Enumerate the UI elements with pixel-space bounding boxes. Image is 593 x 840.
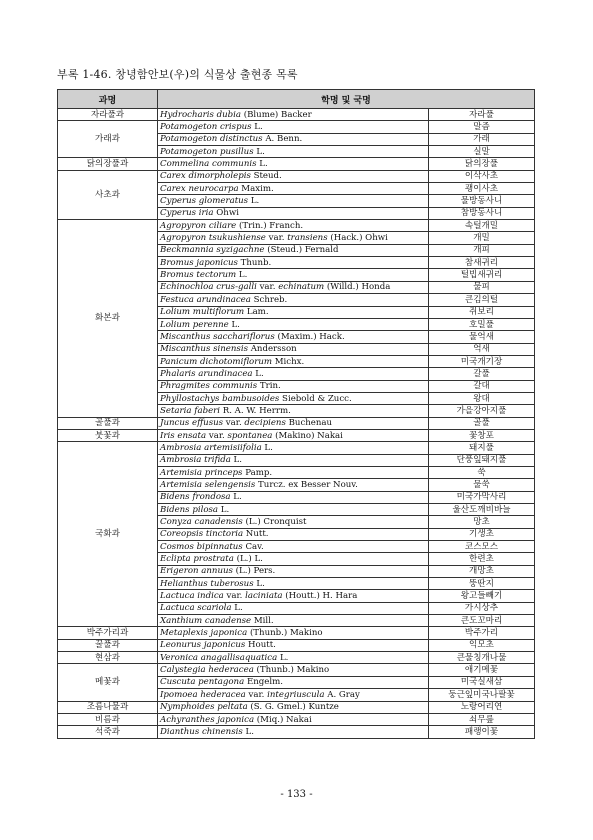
- scientific-name-author: Steud.: [250, 171, 282, 182]
- korean-name-cell: 쥐보리: [429, 306, 535, 318]
- korean-name-cell: 꽃창포: [429, 429, 535, 441]
- scientific-name-author: Andersson: [247, 344, 297, 355]
- scientific-name-cell: [158, 109, 429, 121]
- scientific-name-author: Mill.: [251, 615, 274, 626]
- korean-name-cell: 갈대: [429, 380, 535, 392]
- scientific-name-cell: [158, 676, 429, 688]
- scientific-name-italic: Artemisia princeps: [160, 467, 243, 478]
- scientific-name-italic: Juncus effusus: [160, 418, 224, 429]
- scientific-name-cell: [158, 652, 429, 664]
- korean-name-cell: 애기메꽃: [429, 664, 535, 676]
- scientific-name-author: var.: [223, 418, 245, 429]
- korean-name-cell: 미국가막사리: [429, 491, 535, 503]
- scientific-name-italic: Calystegia hederacea: [160, 665, 254, 676]
- scientific-name-italic: Carex dimorpholepis: [160, 171, 251, 182]
- korean-name-cell: 이삭사초: [429, 170, 535, 182]
- scientific-name-cell: [158, 602, 429, 614]
- scientific-name-author: L.: [251, 122, 263, 133]
- family-name-cell: 사초과: [58, 170, 158, 219]
- table-header-row: [58, 90, 535, 109]
- scientific-name-italic: Bidens pilosa: [160, 504, 219, 515]
- scientific-name-author: L.: [230, 492, 242, 503]
- scientific-name-author: L.: [231, 603, 243, 614]
- table-caption: 부록 1-46. 창녕함안보(우)의 식물상 출현종 목록: [57, 68, 298, 81]
- korean-name-cell: 닭의장풀: [429, 158, 535, 170]
- scientific-name-author: Trin.: [257, 381, 281, 392]
- scientific-name-author: (Miq.) Nakai: [254, 714, 312, 725]
- scientific-name-italic: Lolium perenne: [160, 319, 229, 330]
- scientific-name-italic: Commelina communis: [160, 159, 257, 170]
- scientific-name-cell: [158, 553, 429, 565]
- scientific-name-cell: [158, 158, 429, 170]
- korean-name-cell: 박주가리: [429, 627, 535, 639]
- scientific-name-italic: Lolium multiflorum: [160, 307, 245, 318]
- scientific-name-cell: [158, 232, 429, 244]
- scientific-name-author: (Makino) Nakai: [272, 430, 343, 441]
- scientific-name-cell: [158, 257, 429, 269]
- scientific-name-cell: [158, 269, 429, 281]
- scientific-name-author: L.: [256, 159, 268, 170]
- korean-name-cell: 갈풀: [429, 368, 535, 380]
- scientific-name-cell: [158, 380, 429, 392]
- scientific-name-author: L.: [253, 146, 265, 157]
- scientific-name-cell: [158, 355, 429, 367]
- scientific-name-author: (L.) Cronquist: [242, 517, 307, 528]
- family-name-cell: 비름과: [58, 713, 158, 725]
- scientific-name-italic: Cosmos bipinnatus: [160, 541, 243, 552]
- korean-name-cell: 개밀: [429, 232, 535, 244]
- scientific-name-author: Nutt.: [243, 529, 269, 540]
- scientific-name-italic: Bromus tectorum: [160, 270, 237, 281]
- scientific-name-cell: [158, 639, 429, 651]
- scientific-name-author: (L.) Pers.: [232, 566, 276, 577]
- scientific-name-italic: Iris ensata: [160, 430, 207, 441]
- scientific-name-cell: [158, 405, 429, 417]
- species-table: [57, 89, 535, 739]
- scientific-name-italic: Cyperus iria: [160, 208, 214, 219]
- scientific-name-author: (Blume) Backer: [241, 109, 312, 120]
- scientific-name-italic: Achyranthes japonica: [160, 714, 255, 725]
- scientific-name-italic: Nymphoides peltata: [160, 702, 248, 713]
- scientific-name-author: L.: [242, 726, 254, 737]
- scientific-name-author: L.: [253, 578, 265, 589]
- scientific-name-author: Maxim.: [238, 183, 274, 194]
- scientific-name-cell: [158, 627, 429, 639]
- scientific-name-cell: [158, 220, 429, 232]
- scientific-name-cell: [158, 615, 429, 627]
- scientific-name-italic: Phragmites communis: [160, 381, 258, 392]
- korean-name-cell: 큰김의털: [429, 294, 535, 306]
- scientific-name-cell: [158, 195, 429, 207]
- scientific-name-author: L.: [248, 196, 260, 207]
- scientific-name-author: Cav.: [242, 541, 264, 552]
- scientific-name-author: Engelm.: [244, 677, 283, 688]
- scientific-name-italic: Dianthus chinensis: [160, 726, 243, 737]
- scientific-name-cell: [158, 578, 429, 590]
- scientific-name-italic: Cuscuta pentagona: [160, 677, 245, 688]
- scientific-name-italic: Ipomoea hederacea: [160, 689, 246, 700]
- scientific-name-italic: Hydrocharis dubia: [160, 109, 242, 120]
- scientific-name-italic: spontanea: [227, 430, 273, 441]
- scientific-name-italic: transiens: [287, 233, 328, 244]
- korean-name-cell: 울산도깨비바늘: [429, 504, 535, 516]
- korean-name-cell: 쑥: [429, 466, 535, 478]
- scientific-name-italic: Veronica anagallisaquatica: [160, 652, 278, 663]
- scientific-name-italic: Potamogeton distinctus: [160, 134, 263, 145]
- scientific-name-cell: [158, 466, 429, 478]
- table-row: [58, 664, 535, 676]
- scientific-name-author: var.: [265, 233, 288, 244]
- scientific-name-author: L.: [236, 270, 248, 281]
- korean-name-cell: 왕대: [429, 392, 535, 404]
- korean-name-cell: 속털개밀: [429, 220, 535, 232]
- scientific-name-author: (Trin.) Franch.: [236, 220, 304, 231]
- family-name-cell: 닭의장풀과: [58, 158, 158, 170]
- scientific-name-italic: Erigeron annuus: [160, 566, 233, 577]
- scientific-name-cell: [158, 183, 429, 195]
- scientific-name-cell: [158, 726, 429, 738]
- page-number: - 133 -: [280, 789, 313, 800]
- family-name-cell: 국화과: [58, 442, 158, 627]
- scientific-name-author: Schreb.: [250, 294, 288, 305]
- korean-name-cell: 기생초: [429, 528, 535, 540]
- scientific-name-cell: [158, 590, 429, 602]
- family-header: 과명: [58, 90, 158, 109]
- scientific-name-author: var.: [206, 430, 228, 441]
- scientific-name-italic: integriuscula: [267, 689, 325, 700]
- family-name-cell: 꿀풀과: [58, 639, 158, 651]
- korean-name-cell: 익모초: [429, 639, 535, 651]
- scientific-name-italic: Festuca arundinacea: [160, 294, 251, 305]
- scientific-name-cell: [158, 331, 429, 343]
- table-row: [58, 417, 535, 429]
- scientific-name-author: (Willd.) Honda: [324, 282, 391, 293]
- scientific-name-cell: [158, 565, 429, 577]
- table-row: [58, 701, 535, 713]
- scientific-name-italic: Lactuca indica: [160, 591, 224, 602]
- scientific-name-cell: [158, 318, 429, 330]
- scientific-name-italic: Bidens frondosa: [160, 492, 231, 503]
- scientific-name-italic: Xanthium canadense: [160, 615, 252, 626]
- korean-name-cell: 물쑥: [429, 479, 535, 491]
- table-row: [58, 639, 535, 651]
- scientific-name-author: L.: [218, 504, 230, 515]
- scientific-name-italic: Echinochloa crus-galli: [160, 282, 257, 293]
- family-name-cell: 박주가리과: [58, 627, 158, 639]
- scientific-name-cell: [158, 701, 429, 713]
- scientific-name-cell: [158, 306, 429, 318]
- scientific-name-italic: Phyllostachys bambusoides: [160, 393, 280, 404]
- scientific-name-cell: [158, 368, 429, 380]
- scientific-name-cell: [158, 504, 429, 516]
- scientific-name-cell: [158, 244, 429, 256]
- korean-name-cell: 말즘: [429, 121, 535, 133]
- scientific-name-author: L.: [252, 368, 264, 379]
- scientific-name-author: var.: [223, 591, 246, 602]
- table-row: [58, 158, 535, 170]
- scientific-name-cell: [158, 479, 429, 491]
- scientific-name-cell: [158, 528, 429, 540]
- scientific-name-italic: Miscanthus sinensis: [160, 344, 248, 355]
- table-row: [58, 652, 535, 664]
- korean-name-cell: 참방동사니: [429, 207, 535, 219]
- table-row: [58, 109, 535, 121]
- scientific-name-cell: [158, 392, 429, 404]
- korean-name-cell: 단풍잎돼지풀: [429, 454, 535, 466]
- scientific-name-author: Ohwi: [213, 208, 239, 219]
- korean-name-cell: 한련초: [429, 553, 535, 565]
- scientific-name-cell: [158, 121, 429, 133]
- scientific-name-cell: [158, 294, 429, 306]
- korean-name-cell: 가래: [429, 133, 535, 145]
- scientific-name-author: Siebold & Zucc.: [279, 393, 352, 404]
- scientific-name-author: Lam.: [244, 307, 269, 318]
- family-name-cell: 현삼과: [58, 652, 158, 664]
- korean-name-cell: 왕고들빼기: [429, 590, 535, 602]
- scientific-name-author: (Hack.) Ohwi: [327, 233, 388, 244]
- scientific-name-italic: Lactuca scariola: [160, 603, 232, 614]
- table-row: [58, 442, 535, 454]
- scientific-name-italic: Potamogeton pusillus: [160, 146, 254, 157]
- korean-name-cell: 물피: [429, 281, 535, 293]
- scientific-name-author: Houtt.: [245, 640, 276, 651]
- scientific-name-cell: [158, 170, 429, 182]
- korean-name-cell: 미국개기장: [429, 355, 535, 367]
- scientific-name-italic: echinatum: [278, 282, 325, 293]
- scientific-name-author: A. Benn.: [262, 134, 303, 145]
- scientific-name-italic: Agropyron tsukushiense: [160, 233, 266, 244]
- table-row: [58, 713, 535, 725]
- species-header: 학명 및 국명: [158, 90, 535, 109]
- korean-name-cell: 물억새: [429, 331, 535, 343]
- korean-name-cell: 둥근잎미국나팔꽃: [429, 689, 535, 701]
- korean-name-cell: 큰물칭개나물: [429, 652, 535, 664]
- table-row: [58, 429, 535, 441]
- scientific-name-author: L.: [230, 455, 242, 466]
- scientific-name-cell: [158, 281, 429, 293]
- korean-name-cell: 쇠무릎: [429, 713, 535, 725]
- korean-name-cell: 노랑어리연: [429, 701, 535, 713]
- table-row: [58, 627, 535, 639]
- scientific-name-cell: [158, 664, 429, 676]
- scientific-name-author: (L.) L.: [233, 554, 263, 565]
- family-name-cell: 자라풀과: [58, 109, 158, 121]
- scientific-name-author: A. Gray: [324, 689, 360, 700]
- korean-name-cell: 괭이사초: [429, 183, 535, 195]
- scientific-name-italic: Helianthus tuberosus: [160, 578, 254, 589]
- korean-name-cell: 망초: [429, 516, 535, 528]
- table-row: [58, 170, 535, 182]
- family-name-cell: 붓꽃과: [58, 429, 158, 441]
- scientific-name-author: Turcz. ex Besser Nouv.: [255, 479, 358, 490]
- scientific-name-author: (S. G. Gmel.) Kuntze: [247, 702, 339, 713]
- species-table-body: [58, 109, 535, 739]
- scientific-name-cell: [158, 417, 429, 429]
- scientific-name-italic: Ambrosia trifida: [160, 455, 231, 466]
- scientific-name-author: Buchenau: [285, 418, 333, 429]
- korean-name-cell: 뚱딴지: [429, 578, 535, 590]
- scientific-name-author: R. A. W. Herrm.: [220, 405, 291, 416]
- scientific-name-cell: [158, 343, 429, 355]
- korean-name-cell: 골풀: [429, 417, 535, 429]
- table-row: [58, 121, 535, 133]
- korean-name-cell: 자라풀: [429, 109, 535, 121]
- scientific-name-italic: Setaria faberi: [160, 405, 221, 416]
- scientific-name-italic: Bromus japonicus: [160, 257, 238, 268]
- scientific-name-cell: [158, 689, 429, 701]
- scientific-name-italic: Agropyron ciliare: [160, 220, 237, 231]
- scientific-name-italic: Panicum dichotomiflorum: [160, 356, 273, 367]
- table-row: [58, 220, 535, 232]
- scientific-name-italic: Leonurus japonicus: [160, 640, 246, 651]
- scientific-name-italic: Ambrosia artemisiifolia: [160, 442, 262, 453]
- family-name-cell: 조름나물과: [58, 701, 158, 713]
- korean-name-cell: 개망초: [429, 565, 535, 577]
- scientific-name-author: var.: [245, 689, 268, 700]
- family-name-cell: 가래과: [58, 121, 158, 158]
- scientific-name-cell: [158, 133, 429, 145]
- scientific-name-cell: [158, 516, 429, 528]
- korean-name-cell: 물방동사니: [429, 195, 535, 207]
- scientific-name-cell: [158, 713, 429, 725]
- korean-name-cell: 참새귀리: [429, 257, 535, 269]
- scientific-name-italic: Artemisia selengensis: [160, 479, 256, 490]
- scientific-name-cell: [158, 146, 429, 158]
- scientific-name-cell: [158, 454, 429, 466]
- scientific-name-cell: [158, 442, 429, 454]
- korean-name-cell: 억새: [429, 343, 535, 355]
- korean-name-cell: 개피: [429, 244, 535, 256]
- scientific-name-italic: Eclipta prostrata: [160, 554, 234, 565]
- family-name-cell: 석죽과: [58, 726, 158, 738]
- scientific-name-italic: Coreopsis tinctoria: [160, 529, 244, 540]
- family-name-cell: 화본과: [58, 220, 158, 418]
- korean-name-cell: 미국실새삼: [429, 676, 535, 688]
- korean-name-cell: 가을강아지풀: [429, 405, 535, 417]
- scientific-name-author: (Steud.) Fernald: [264, 245, 339, 256]
- scientific-name-cell: [158, 429, 429, 441]
- scientific-name-author: L.: [228, 319, 240, 330]
- table-row: [58, 726, 535, 738]
- scientific-name-italic: Phalaris arundinacea: [160, 368, 253, 379]
- korean-name-cell: 가시상추: [429, 602, 535, 614]
- scientific-name-cell: [158, 491, 429, 503]
- korean-name-cell: 돼지풀: [429, 442, 535, 454]
- scientific-name-author: L.: [277, 652, 289, 663]
- scientific-name-italic: Miscanthus sacchariflorus: [160, 331, 275, 342]
- korean-name-cell: 큰도꼬마리: [429, 615, 535, 627]
- scientific-name-italic: Metaplexis japonica: [160, 628, 248, 639]
- scientific-name-cell: [158, 207, 429, 219]
- scientific-name-author: (Houtt.) H. Hara: [282, 591, 358, 602]
- scientific-name-author: (Maxim.) Hack.: [274, 331, 345, 342]
- scientific-name-italic: Carex neurocarpa: [160, 183, 239, 194]
- scientific-name-author: Pamp.: [242, 467, 273, 478]
- scientific-name-author: L.: [261, 442, 273, 453]
- scientific-name-author: var.: [256, 282, 279, 293]
- korean-name-cell: 코스모스: [429, 541, 535, 553]
- scientific-name-author: Thunb.: [237, 257, 272, 268]
- korean-name-cell: 호밀풀: [429, 318, 535, 330]
- family-name-cell: 골풀과: [58, 417, 158, 429]
- scientific-name-italic: Cyperus glomeratus: [160, 196, 249, 207]
- scientific-name-italic: Conyza canadensis: [160, 517, 243, 528]
- scientific-name-author: (Thunb.) Makino: [247, 628, 323, 639]
- korean-name-cell: 패랭이꽃: [429, 726, 535, 738]
- korean-name-cell: 털빕새귀리: [429, 269, 535, 281]
- scientific-name-author: (Thunb.) Makino: [253, 665, 330, 676]
- scientific-name-italic: laciniata: [245, 591, 283, 602]
- scientific-name-cell: [158, 541, 429, 553]
- scientific-name-italic: decipiens: [244, 418, 286, 429]
- scientific-name-author: Michx.: [272, 356, 305, 367]
- scientific-name-italic: Potamogeton crispus: [160, 122, 252, 133]
- korean-name-cell: 실말: [429, 146, 535, 158]
- family-name-cell: 메꽃과: [58, 664, 158, 701]
- scientific-name-italic: Beckmannia syzigachne: [160, 245, 265, 256]
